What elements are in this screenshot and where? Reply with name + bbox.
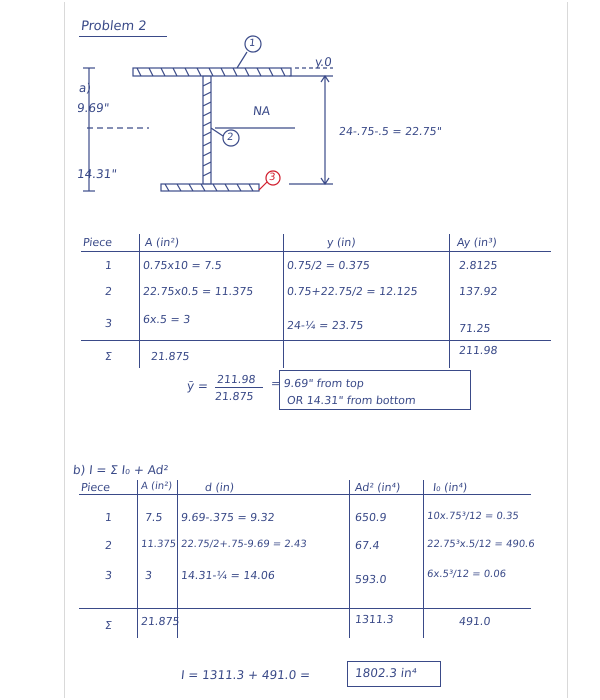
bottom-flange bbox=[161, 184, 259, 191]
ybar-fraction-bar bbox=[215, 387, 263, 388]
i-beam-diagram bbox=[65, 2, 567, 222]
marker-1-label: 1 bbox=[248, 38, 257, 49]
worksheet-page: Problem 2 a) 1 2 3 9.69" 14.31" NA y.0 24-.75-.5 = 22.75" Piece A (in²) y (in) Ay (in³) 1 0.75x10 = 7.5 0.75/2 = 0.375 2.8125 2 22.75x0.5 = 11.375 0.75+22.75/2 = 12.125 137.92 3 6x.5 = 3 24-¼ = 23.75 71.25 Σ 21.875 211.98 ȳ = 211.98 21.875 = 9.69" from top OR 14.31" from bottom b) I = Σ I₀ + Ad² Piece A (in²) d (in) Ad² (in⁴) I₀ (in⁴) 1 7.5 9.69-.375 = 9.32 650.9 10x.75³/12 = 0.35 2 11.375 22.75/2+.75-9.69 = 2.43 67.4 22.75³x.5/12 = 490.6 3 3 14.31-¼ = 14.06 593.0 6x.5³/12 = 0.06 Σ 21.875 1311.3 491.0 I = 1311.3 + 491.0 = 1802.3 in⁴ bbox=[64, 2, 568, 698]
bottom-distance-label: 14.31" bbox=[76, 167, 118, 181]
top-distance-label: 9.69" bbox=[76, 101, 110, 115]
y0-axis-label: y.0 bbox=[314, 55, 333, 69]
part-b-label: b) I = Σ I₀ + Ad² bbox=[72, 463, 169, 477]
table-b-header-area: A (in²) bbox=[140, 481, 173, 492]
table-b-header-io: I₀ (in⁴) bbox=[432, 481, 468, 494]
table-b-header-d: d (in) bbox=[204, 481, 235, 494]
table-a-header-piece: Piece bbox=[82, 236, 113, 249]
final-expression: I = 1311.3 + 491.0 = bbox=[180, 668, 311, 682]
table-a-header-ay: Ay (in³) bbox=[456, 236, 498, 249]
ybar-numerator: 211.98 bbox=[216, 373, 257, 386]
ybar-result-line2: OR 14.31" from bottom bbox=[286, 394, 417, 407]
web-height-label: 24-.75-.5 = 22.75" bbox=[338, 125, 443, 138]
problem-title: Problem 2 bbox=[80, 19, 148, 34]
marker-2-label: 2 bbox=[226, 132, 235, 143]
table-a-header-area: A (in²) bbox=[144, 236, 180, 249]
table-b-header-piece: Piece bbox=[80, 481, 111, 494]
table-a-header-y: y (in) bbox=[326, 236, 357, 249]
ybar-result-line1: = 9.69" from top bbox=[270, 377, 365, 390]
part-a-label: a) bbox=[78, 81, 92, 95]
marker-3-label: 3 bbox=[268, 172, 277, 183]
final-result-value: 1802.3 in⁴ bbox=[354, 666, 418, 680]
ybar-symbol: ȳ = bbox=[186, 379, 209, 393]
table-b-header-ad2: Ad² (in⁴) bbox=[354, 481, 401, 494]
ybar-denominator: 21.875 bbox=[214, 390, 255, 403]
neutral-axis-label: NA bbox=[252, 104, 271, 118]
